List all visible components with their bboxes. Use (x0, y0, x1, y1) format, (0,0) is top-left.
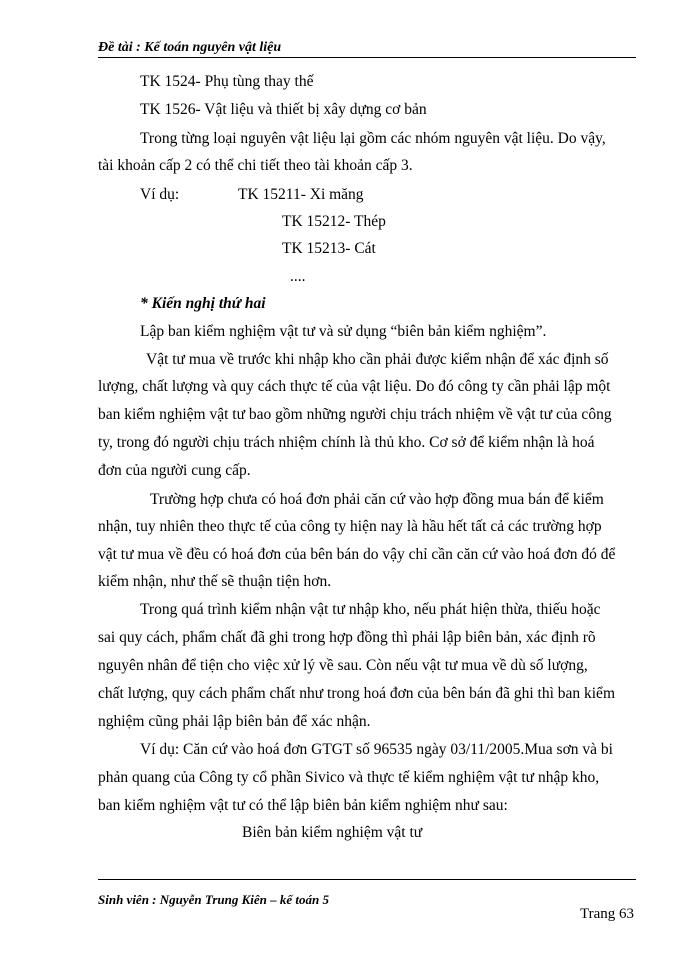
paragraph-line: chất lượng, quy cách phẩm chất như trong hoá đơn của bên bán đã ghi thì ban kiểm (98, 685, 615, 702)
footer-author: Sinh viên : Nguyễn Trung Kiên – kế toán 5 (98, 892, 330, 907)
account-line-15213: TK 15213- Cát (282, 240, 376, 257)
paragraph-line: ban kiểm nghiệm vật tư bao gồm những người chịu trách nhiệm về vật tư của công (98, 406, 612, 423)
account-line-15211: TK 15211- Xi măng (238, 186, 364, 203)
paragraph-line: Ví dụ: Căn cứ vào hoá đơn GTGT số 96535 ngày 03/11/2005.Mua sơn và bi (140, 741, 613, 758)
inspection-report-title: Biên bản kiểm nghiệm vật tư (242, 824, 423, 841)
ellipsis-line: .... (290, 268, 306, 285)
paragraph-line: ty, trong đó người chịu trách nhiệm chính là thủ kho. Cơ sở để kiểm nhận là hoá (98, 434, 595, 451)
paragraph-line: lượng, chất lượng và quy cách thực tế của vật liệu. Do đó công ty cần phải lập một (98, 378, 611, 395)
paragraph-line: Trong từng loại nguyên vật liệu lại gồm các nhóm nguyên vật liệu. Do vậy, (140, 130, 606, 147)
header-rule (98, 57, 636, 58)
footer-rule (98, 879, 636, 880)
paragraph-line: Trường hợp chưa có hoá đơn phải căn cứ vào hợp đồng mua bán để kiểm (150, 491, 604, 508)
account-line-1524: TK 1524- Phụ tùng thay thế (140, 73, 314, 90)
paragraph-line: đơn của người cung cấp. (98, 462, 251, 479)
account-line-1526: TK 1526- Vật liệu và thiết bị xây dựng cơ bản (140, 101, 427, 118)
paragraph-line: ban kiểm nghiệm vật tư có thể lập biên bản kiểm nghiệm như sau: (98, 797, 508, 814)
account-line-15212: TK 15212- Thép (282, 213, 386, 230)
paragraph-line: sai quy cách, phẩm chất đã ghi trong hợp đồng thì phải lập biên bản, xác định rõ (98, 629, 596, 646)
paragraph-line: tài khoản cấp 2 có thể chi tiết theo tài khoản cấp 3. (98, 157, 413, 174)
paragraph-line: phản quang của Công ty cổ phần Sivico và thực tế kiểm nghiệm vật tư nhập kho, (98, 769, 600, 786)
header-title: Đề tài : Kế toán nguyên vật liệu (98, 40, 282, 55)
page-number: Trang 63 (580, 906, 635, 922)
paragraph-line: kiểm nhận, như thế sẽ thuận tiện hơn. (98, 573, 332, 590)
section-heading: * Kiến nghị thứ hai (140, 295, 266, 312)
paragraph-line: Vật tư mua về trước khi nhập kho cần phải được kiểm nhận để xác định số (146, 351, 609, 368)
paragraph-line: nghiệm cũng phải lập biên bản để xác nhận. (98, 713, 371, 730)
paragraph-line: vật tư mua về đều có hoá đơn của bên bán do vậy chỉ cần căn cứ vào hoá đơn đó để (98, 546, 616, 563)
example-label: Ví dụ: (140, 186, 180, 203)
paragraph-line: Lập ban kiểm nghiệm vật tư và sử dụng “biên bản kiểm nghiệm”. (140, 323, 547, 340)
paragraph-line: nguyên nhân để tiện cho việc xử lý về sau. Còn nếu vật tư mua về dù số lượng, (98, 657, 588, 674)
paragraph-line: nhận, tuy nhiên theo thực tế của công ty hiện nay là hầu hết tất cả các trường hợp (98, 518, 602, 535)
paragraph-line: Trong quá trình kiểm nhận vật tư nhập kho, nếu phát hiện thừa, thiếu hoặc (140, 601, 601, 618)
